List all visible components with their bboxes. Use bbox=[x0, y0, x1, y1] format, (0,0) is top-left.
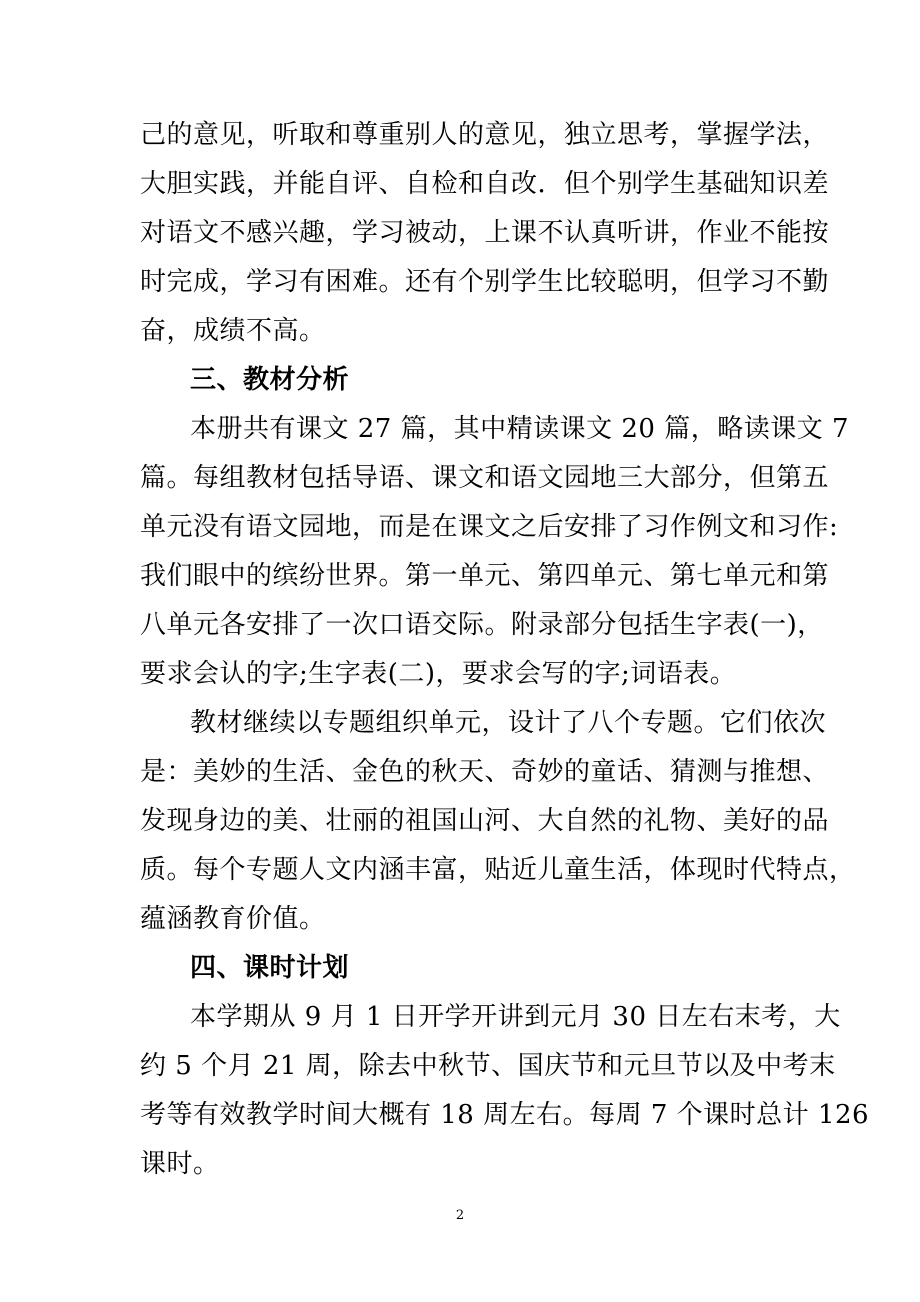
paragraph-line: 八单元各安排了一次口语交际。附录部分包括生字表(一)， bbox=[140, 610, 824, 640]
paragraph-line: 己的意见，听取和尊重别人的意见，独立思考，掌握学法， bbox=[140, 120, 830, 150]
section-heading: 三、教材分析 bbox=[190, 365, 350, 395]
paragraph-line: 蕴涵教育价值。 bbox=[140, 904, 326, 934]
paragraph-line: 奋，成绩不高。 bbox=[140, 316, 326, 346]
section-heading: 四、课时计划 bbox=[190, 953, 350, 983]
paragraph-line: 是：美妙的生活、金色的秋天、奇妙的童话、猜测与推想、 bbox=[140, 757, 830, 787]
paragraph-line: 约 5 个月 21 周，除去中秋节、国庆节和元旦节以及中考末 bbox=[140, 1051, 836, 1081]
paragraph-line: 质。每个专题人文内涵丰富，贴近儿童生活，体现时代特点， bbox=[140, 855, 856, 885]
paragraph-line: 单元没有语文园地，而是在课文之后安排了习作例文和习作: bbox=[140, 512, 839, 542]
paragraph-line: 发现身边的美、壮丽的祖国山河、大自然的礼物、美好的品 bbox=[140, 806, 830, 836]
paragraph-line: 要求会认的字;生字表(二)，要求会写的字;词语表。 bbox=[140, 659, 737, 689]
paragraph-line: 大胆实践，并能自评、自检和自改．但个别学生基础知识差 bbox=[140, 169, 830, 199]
paragraph-line: 对语文不感兴趣，学习被动，上课不认真听讲，作业不能按 bbox=[140, 218, 830, 248]
paragraph-line: 我们眼中的缤纷世界。第一单元、第四单元、第七单元和第 bbox=[140, 561, 830, 591]
paragraph-line: 考等有效教学时间大概有 18 周左右。每周 7 个课时总计 126 bbox=[140, 1100, 870, 1130]
paragraph-line: 本学期从 9 月 1 日开学开讲到元月 30 日左右末考，大 bbox=[190, 1002, 841, 1032]
paragraph-line: 时完成，学习有困难。还有个别学生比较聪明，但学习不勤 bbox=[140, 267, 830, 297]
page-number: 2 bbox=[455, 1208, 465, 1223]
paragraph-line: 篇。每组教材包括导语、课文和语文园地三大部分，但第五 bbox=[140, 463, 830, 493]
paragraph-line: 本册共有课文 27 篇，其中精读课文 20 篇，略读课文 7 bbox=[190, 414, 850, 444]
paragraph-line: 课时。 bbox=[140, 1149, 220, 1179]
paragraph-line: 教材继续以专题组织单元，设计了八个专题。它们依次 bbox=[190, 708, 827, 738]
